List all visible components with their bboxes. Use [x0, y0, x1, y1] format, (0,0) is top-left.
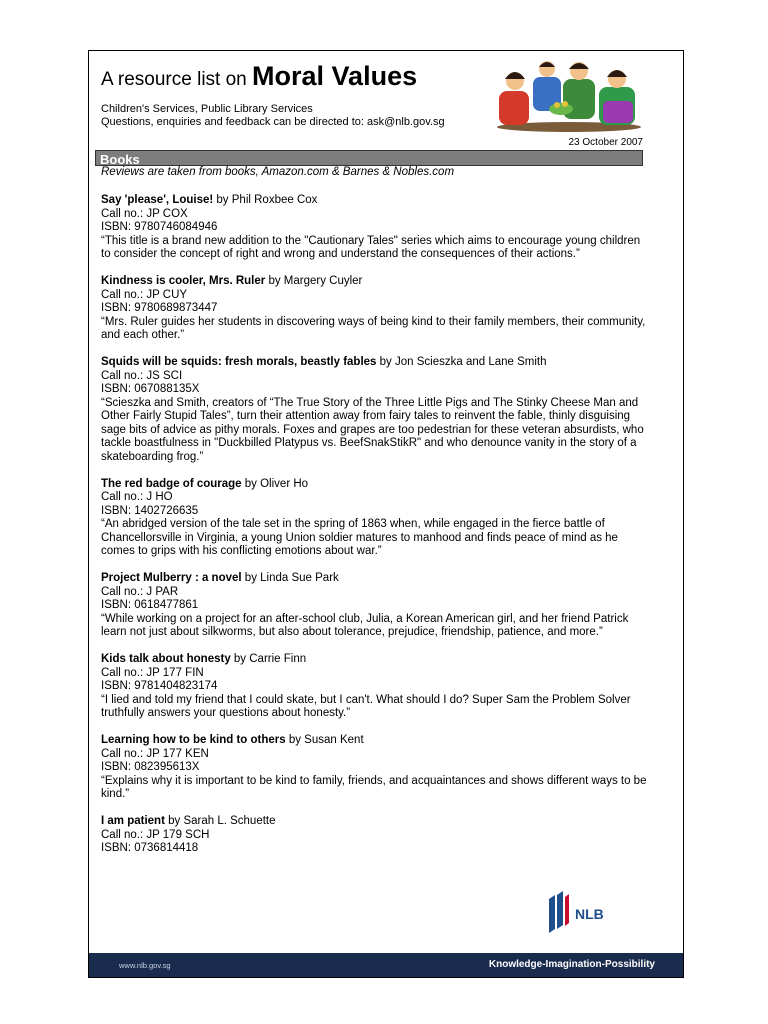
org-line: Children's Services, Public Library Services: [101, 103, 313, 115]
book-entry: [101, 356, 649, 464]
isbn: ISBN: 067088135X: [101, 383, 200, 395]
book-entry: [101, 572, 649, 640]
contact-line: Questions, enquiries and feedback can be directed to: ask@nlb.gov.sg: [101, 116, 445, 128]
nlb-logo: [545, 889, 611, 935]
book-title: I am patient: [101, 815, 165, 827]
book-review: “While working on a project for an after-school club, Julia, a Korean American girl, and her friend Patrick learn not just about silkworms, but also about tolerance, prejudice, friendship, patience, and more.”: [101, 612, 629, 638]
call-number: Call no.: J PAR: [101, 585, 179, 598]
title-prefix: A resource list on: [101, 69, 253, 90]
book-entry: [101, 653, 649, 721]
document-date: 23 October 2007: [568, 137, 643, 148]
book-review: “I lied and told my friend that I could skate, but I can't. What should I do? Super Sam the Problem Solver truthfully answers your questions about honesty.”: [101, 693, 631, 719]
book-author: by Oliver Ho: [241, 477, 309, 490]
book-title: The red badge of courage: [101, 477, 242, 490]
footer-tagline: Knowledge-Imagination-Possibility: [488, 959, 655, 970]
book-entry: [101, 478, 649, 559]
book-review: “An abridged version of the tale set in the spring of 1863 when, while engaged in the fierce battle of Chancellorsville in Virginia, a young Union soldier matures to manhood and finds peace of mind as he comes to grips with his conflicting emotions about war.”: [101, 518, 618, 557]
title-main: Moral Values: [252, 61, 418, 91]
page-footer: [89, 953, 683, 978]
call-number: Call no.: JP 179 SCH: [101, 828, 210, 841]
isbn: ISBN: 1402726635: [101, 504, 199, 517]
call-number: Call no.: JP CUY: [101, 288, 188, 301]
book-title: Kids talk about honesty: [101, 653, 231, 665]
isbn: ISBN: 9780746084946: [101, 221, 218, 233]
book-title: Learning how to be kind to others: [101, 734, 286, 746]
family-illustration: [491, 57, 647, 133]
isbn: ISBN: 9781404823174: [101, 680, 218, 692]
book-title: Say 'please', Louise!: [101, 194, 214, 206]
section-title: Books: [100, 152, 140, 167]
book-list: [101, 194, 649, 869]
book-title: Squids will be squids: fresh morals, beastly fables: [101, 356, 377, 368]
book-review: “This title is a brand new addition to the "Cautionary Tales" series which aims to encourage young children to consider the concept of right and wrong and understand the consequences of their actions.”: [101, 234, 641, 260]
nlb-logo-text: NLB: [575, 906, 604, 922]
footer-url[interactable]: www.nlb.gov.sg: [119, 961, 171, 970]
book-author: by Margery Cuyler: [265, 275, 363, 287]
book-author: by Linda Sue Park: [241, 572, 339, 584]
isbn: ISBN: 9780689873447: [101, 302, 218, 314]
call-number: Call no.: JS SCI: [101, 369, 183, 382]
book-author: by Phil Roxbee Cox: [213, 194, 318, 206]
book-title: Kindness is cooler, Mrs. Ruler: [101, 275, 266, 287]
section-header-books: [95, 150, 643, 166]
document-page: [88, 50, 684, 978]
book-entry: [101, 275, 649, 343]
isbn: ISBN: 0618477861: [101, 599, 199, 611]
book-review: “Explains why it is important to be kind to family, friends, and acquaintances and shows different ways to be kind.”: [101, 774, 647, 800]
book-author: by Sarah L. Schuette: [164, 815, 276, 827]
isbn: ISBN: 0736814418: [101, 842, 199, 854]
book-author: by Jon Scieszka and Lane Smith: [376, 356, 547, 368]
book-entry: [101, 734, 649, 802]
call-number: Call no.: JP COX: [101, 207, 188, 220]
call-number: Call no.: JP 177 KEN: [101, 747, 209, 760]
book-review: “Scieszka and Smith, creators of “The True Story of the Three Little Pigs and The Stinky Cheese Man and Other Fairly Stupid Tales”, turn their attention away from fairy tales to reinvent the fable, thinly disguising sage bits of advice as pithy morals. Foxes and grapes are too pedestrian for these veteran absurdists, who tackle boastfulness in "Duckbilled Platypus vs. BeefSnakStikR" and who denounce vanity in the story of a skateboarding frog.”: [101, 396, 644, 463]
book-author: by Carrie Finn: [230, 653, 307, 665]
call-number: Call no.: JP 177 FIN: [101, 666, 204, 679]
book-title: Project Mulberry : a novel: [101, 572, 242, 584]
book-entry: [101, 194, 649, 262]
call-number: Call no.: J HO: [101, 491, 173, 503]
reviews-source-note: Reviews are taken from books, Amazon.com & Barnes & Nobles.com: [101, 166, 455, 178]
book-review: “Mrs. Ruler guides her students in discovering ways of being kind to their family members, their community, and each other.”: [101, 315, 646, 341]
book-author: by Susan Kent: [285, 734, 364, 746]
isbn: ISBN: 082395613X: [101, 761, 200, 773]
page-title: [101, 61, 417, 92]
book-entry: [101, 815, 649, 856]
